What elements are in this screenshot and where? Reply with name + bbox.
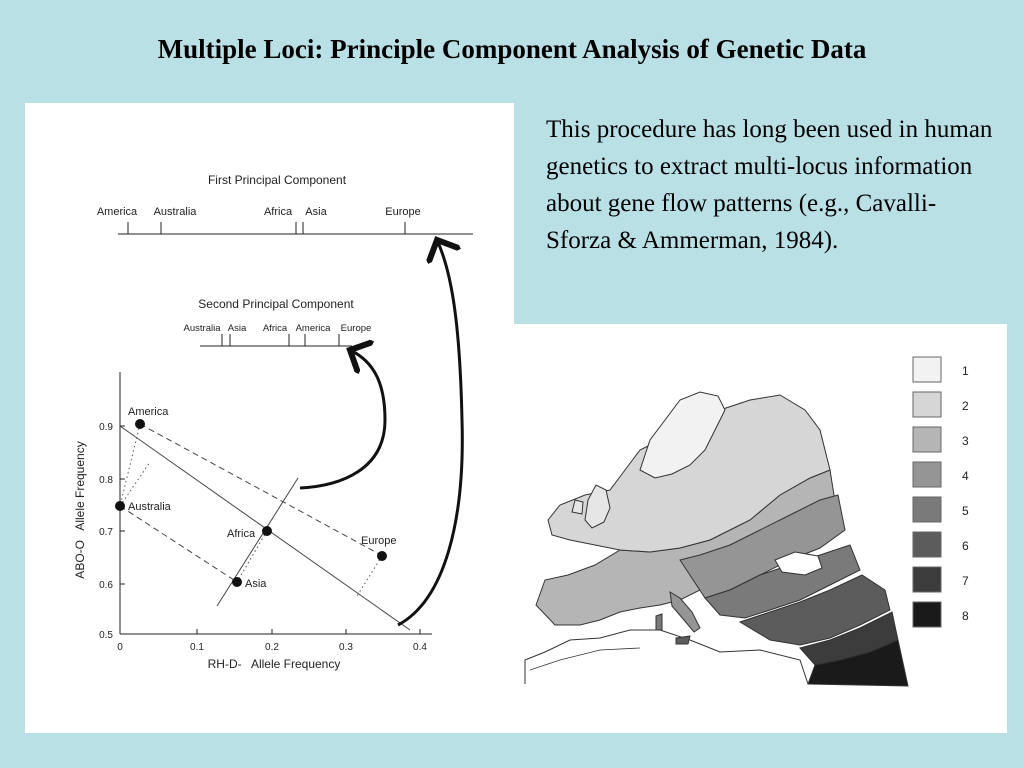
legend-label-4: 4 bbox=[962, 469, 969, 483]
point-label-america: America bbox=[128, 406, 169, 418]
first-pc-title: First Principal Component bbox=[207, 173, 347, 187]
legend-swatch-4 bbox=[913, 462, 941, 487]
point-label-europe: Europe bbox=[361, 535, 397, 547]
map-legend bbox=[913, 357, 941, 627]
point-label-asia: Asia bbox=[245, 578, 267, 590]
body-text: This procedure has long been used in human genetics to extract multi-locus information about gene flow patterns (e.g., Cavalli-Sforza & Ammerman, 1984). bbox=[546, 116, 993, 254]
point-label-africa: Africa bbox=[227, 528, 256, 540]
second-pc-label-asia: Asia bbox=[227, 323, 247, 334]
second-pc-label-australia: Australia bbox=[183, 323, 221, 334]
second-pc-label-america: America bbox=[295, 323, 331, 334]
legend-label-2: 2 bbox=[962, 399, 969, 413]
map-sicily bbox=[676, 636, 690, 644]
first-pc-label-australia: Australia bbox=[153, 206, 197, 218]
first-pc-label-asia: Asia bbox=[305, 206, 327, 218]
legend-label-5: 5 bbox=[962, 504, 969, 518]
second-pc-label-europe: Europe bbox=[340, 323, 372, 334]
legend-label-7: 7 bbox=[962, 574, 969, 588]
legend-label-6: 6 bbox=[962, 539, 969, 553]
legend-swatch-6 bbox=[913, 532, 941, 557]
north-africa-outline bbox=[525, 630, 808, 684]
point-label-australia: Australia bbox=[128, 501, 171, 513]
map-sardinia bbox=[656, 614, 662, 630]
x-tick-0.2: 0.2 bbox=[265, 642, 279, 653]
x-tick-0.1: 0.1 bbox=[190, 642, 204, 653]
legend-label-3: 3 bbox=[962, 434, 969, 448]
scatter-y-axis-label: ABO-O Allele Frequency bbox=[73, 441, 87, 579]
second-pc-title: Second Principal Component bbox=[198, 297, 354, 311]
x-tick-0: 0 bbox=[117, 642, 123, 653]
second-pc-label-africa: Africa bbox=[262, 323, 288, 334]
legend-swatch-5 bbox=[913, 497, 941, 522]
legend-swatch-2 bbox=[913, 392, 941, 417]
legend-swatch-7 bbox=[913, 567, 941, 592]
y-tick-0.8: 0.8 bbox=[99, 475, 113, 486]
x-tick-0.4: 0.4 bbox=[413, 642, 427, 653]
first-pc-label-america: America bbox=[96, 206, 138, 218]
legend-label-8: 8 bbox=[962, 609, 969, 623]
y-tick-0.6: 0.6 bbox=[99, 580, 113, 591]
legend-label-1: 1 bbox=[962, 364, 969, 378]
legend-swatch-8 bbox=[913, 602, 941, 627]
y-tick-0.9: 0.9 bbox=[99, 422, 113, 433]
legend-swatch-1 bbox=[913, 357, 941, 382]
first-pc-label-europe: Europe bbox=[385, 206, 421, 218]
slide-title: Multiple Loci: Principle Component Analysis of Genetic Data bbox=[157, 34, 867, 64]
y-tick-0.5: 0.5 bbox=[99, 630, 113, 641]
y-tick-0.7: 0.7 bbox=[99, 527, 113, 538]
x-tick-0.3: 0.3 bbox=[339, 642, 353, 653]
scatter-x-axis-label: RH-D- Allele Frequency bbox=[207, 657, 341, 671]
first-pc-label-africa: Africa bbox=[263, 206, 293, 218]
legend-swatch-3 bbox=[913, 427, 941, 452]
